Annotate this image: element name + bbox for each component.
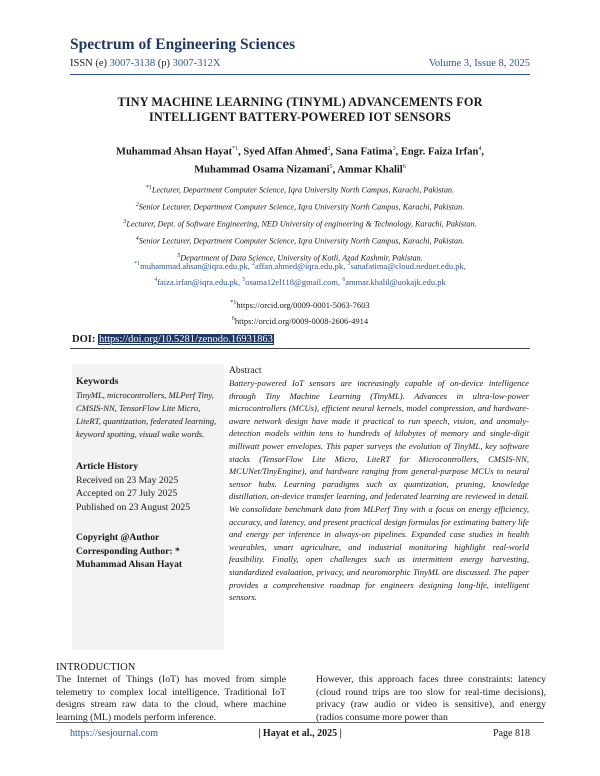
footer-divider (56, 722, 544, 723)
keywords-heading: Keywords (76, 376, 119, 387)
page-number: Page 818 (493, 728, 530, 739)
received-date: Received on 23 May 2025 (76, 474, 179, 486)
doi-divider (70, 348, 530, 349)
issn-p-number[interactable]: 3007-312X (172, 58, 221, 69)
paper-title (70, 95, 530, 125)
doi-line (72, 334, 274, 345)
issn-p-prefix: (p) (157, 58, 171, 69)
abstract-text: Battery-powered IoT sensors are increasingly capable of on-device intelligence through Tiny Machine Learning (TinyML). Advances in ultra-low-power microcontrollers (MCUs), efficient neural kernels, model compression, and hardware-aware network design have made it practical to run speech, vision, and anomaly-detection models within tens to hundreds of kilobytes of memory and single-digit milliwatt power envelopes. This paper surveys the evolution of TinyML, key software stacks (TensorFlow Lite Micro, LiteRT for Microcontrollers, CMSIS-NN, MCUNet/TinyEngine), and hardware ranging from general-purpose MCUs to neural sensor hubs. Learning paradigms such as quantization, pruning, knowledge distillation, on-device transfer learning, and federated learning are reviewed in detail. We consolidate benchmark data from MLPerf Tiny with a focus on energy efficiency, accuracy, and latency, and present practical design formulas for estimating battery life and energy per inference in always-on pipelines. Expanded case studies in health wearables, smart agriculture, and industrial monitoring highlight real-world feasibility. Finally, open challenges such as intermittent energy harvesting, standardized evaluation, privacy, and neuromorphic TinyML are discussed. The paper provides a comprehensive roadmap for engineers designing long-life, intelligent sensors. (229, 378, 529, 603)
issn-e-number[interactable]: 3007-3138 (109, 58, 156, 69)
paper-title-line-2: INTELLIGENT BATTERY-POWERED IOT SENSORS (149, 110, 451, 124)
email-link[interactable]: ammar.khalil@uokajk.edu.pk (345, 276, 446, 287)
orcid-link[interactable]: https://orcid.org/0009-0008-2606-4914 (234, 315, 369, 326)
affiliation-item: $^2$Senior Lecturer, Department Computer Science, Iqra University North Campus, Karachi, Pakistan. (135, 201, 465, 212)
keywords-text: TinyML, microcontrollers, MLPerf Tiny, CMSIS-NN, TensorFlow Lite Micro, LiteRT, quantization, federated learning, keyword spotting, visual wake words. (76, 390, 217, 439)
author-sup: *1 (232, 146, 239, 152)
doi-link[interactable]: https://doi.org/10.5281/zenodo.16931863 (98, 334, 273, 345)
copyright-line: Copyright @Author (76, 532, 160, 543)
published-date: Published on 23 August 2025 (76, 501, 191, 513)
author-sup: 4 (478, 146, 482, 152)
header-divider (70, 74, 530, 75)
affiliations (70, 181, 530, 266)
introduction-heading: INTRODUCTION (56, 662, 136, 673)
email-link[interactable]: affan.ahmed@iqra.edu.pk (255, 260, 344, 271)
history-heading: Article History (76, 461, 139, 472)
article-info-sidebar (72, 364, 224, 650)
orcid-links: $^{*1}$https://orcid.org/0009-0001-5063-7603 $^6$https://orcid.org/0009-0008-2606-4914 (230, 299, 370, 326)
paper-title-line-1: TINY MACHINE LEARNING (TINYML) ADVANCEMENTS FOR (117, 95, 483, 109)
volume-issue: Volume 3, Issue 8, 2025 (428, 58, 530, 69)
author-name: Muhammad Osama Nizamani (194, 164, 330, 175)
author-name: Syed Affan Ahmed (243, 146, 328, 158)
corresponding-author-name: Muhammad Ahsan Hayat (76, 559, 183, 570)
issn-e-prefix: ISSN (e) (70, 58, 108, 69)
intro-column-right: However, this approach faces three constraints: latency (cloud round trips are too slow for real-time decisions), privacy (raw audio or video is sensitive), and energy (radios consume more power than (316, 674, 546, 723)
author-name: Muhammad Ahsan Hayat (116, 146, 233, 158)
author-sup: 6 (402, 163, 406, 170)
footer-journal-url[interactable]: https://sesjournal.com (70, 728, 159, 739)
doi-label: DOI: (72, 334, 96, 345)
copyright-block (76, 531, 220, 572)
corresponding-author-label: Corresponding Author: * (76, 545, 180, 557)
abstract-heading: Abstract (229, 365, 262, 376)
author-emails: $^{*1}$muhammad.ahsan@iqra.edu.pk, $^2$affan.ahmed@iqra.edu.pk, $^3$sanafatima@cloud.neduet.edu.pk, $^4$faiza.irfan@iqra.edu.pk, $^5$osama12el118@gmail.com, $^6$ammar.khalil@uokajk.edu.pk (134, 260, 466, 287)
email-link[interactable]: osama12el118@gmail.com (245, 276, 338, 287)
author-sup: 2 (327, 146, 331, 152)
affiliation-item: $^3$Lecturer, Dept. of Software Engineering, NED University of engineering & Technology, Karachi, Pakistan. (123, 218, 477, 229)
intro-column-left: The Internet of Things (IoT) has moved from simple telemetry to complex local intelligence. Traditional IoT designs stream raw data to the cloud, where machine learning (ML) models perform inference. (56, 674, 286, 723)
email-link[interactable]: muhammad.ahsan@iqra.edu.pk (140, 260, 248, 271)
author-name: Sana Fatima (335, 146, 393, 158)
issn-line (70, 58, 221, 69)
journal-title: Spectrum of Engineering Sciences (70, 36, 296, 53)
author-sup: 5 (329, 163, 333, 170)
email-link[interactable]: faiza.irfan@iqra.edu.pk (157, 276, 238, 287)
orcid-link[interactable]: https://orcid.org/0009-0001-5063-7603 (236, 299, 370, 310)
author-name: Engr. Faiza Irfan (400, 146, 479, 158)
author-list: Muhammad Ahsan Hayat$^{*1}$, Syed Affan Ahmed$^2$, Sana Fatima$^3$, Engr. Faiza Irfan$^4$, Muhammad Osama Nizamani$^5$, Ammar Khalil$^6$ (116, 146, 484, 175)
footer-running-author: | Hayat et al., 2025 | (258, 728, 342, 739)
accepted-date: Accepted on 27 July 2025 (76, 488, 178, 499)
affiliation-item: $^5$Department of Data Science, University of Kotli, Azad Kashmir, Pakistan. (177, 252, 423, 263)
author-sup: 3 (392, 146, 396, 152)
article-history (76, 460, 220, 514)
affiliation-item: $^{*1}$Lecturer, Department Computer Science, Iqra University North Campus, Karachi, Pakistan. (145, 185, 455, 195)
affiliation-item: $^4$Senior Lecturer, Department Computer Science, Iqra University North Campus, Karachi, Pakistan. (135, 235, 465, 246)
author-name: Ammar Khalil (337, 164, 403, 175)
email-link[interactable]: sanafatima@cloud.neduet.edu.pk (350, 260, 464, 271)
